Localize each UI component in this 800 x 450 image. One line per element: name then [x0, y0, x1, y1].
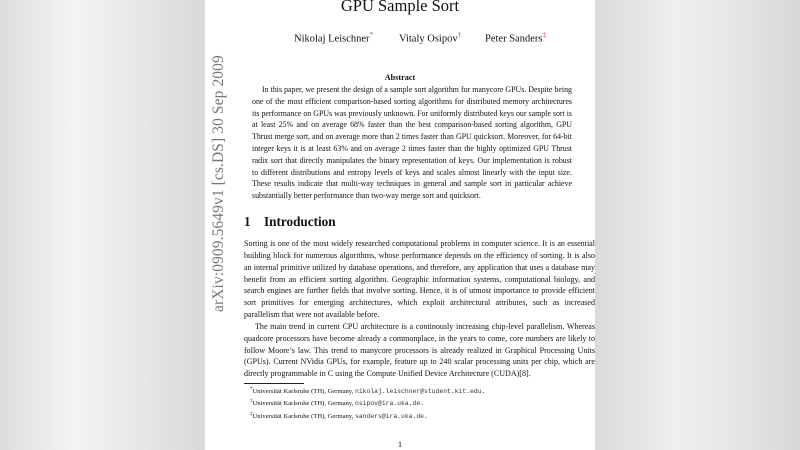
author-footnote-mark[interactable]: ‡ [542, 31, 546, 39]
footnote-rule [244, 383, 304, 384]
footnote-mark: * [250, 387, 253, 392]
footnote-email[interactable]: sanders@ira.uka.de. [354, 412, 428, 420]
author-name: Vitaly Osipov [399, 33, 458, 45]
section-number: 1 [244, 214, 251, 229]
footnote [250, 397, 590, 409]
author-name: Nikolaj Leischner [294, 33, 370, 45]
abstract-heading: Abstract [384, 73, 416, 82]
paper-title: GPU Sample Sort [340, 0, 460, 15]
footnote-affiliation: Universität Karlsruhe (TH), Germany, [252, 400, 354, 408]
section-body [244, 238, 595, 380]
footnote-mark: ‡ [250, 411, 253, 417]
body-paragraph: The main trend in current CPU architecture is a continously increasing chip-level parallelism. Whereas quadcore processors have become already a commonplace, in the years to come, core numbers are likely to follow Moore’s law. This trend to manycore processors is already realized in Graphical Processing Units (GPUs). Current NVidia GPUs, for example, feature up to 240 scalar processing units per chip, which are directly programmable in C using the Compute Unified Device Architecture (CUDA)[8]. [244, 321, 595, 379]
footnote-affiliation: Universität Karlsruhe (TH), Germany, [252, 388, 354, 396]
author-name: Peter Sanders [485, 33, 543, 45]
viewer-background-right [595, 0, 800, 450]
footnote-affiliation: Universität Karlsruhe (TH), Germany, [252, 412, 354, 420]
footnote-email[interactable]: osipov@ira.uka.de. [354, 400, 425, 408]
footnote [250, 385, 590, 397]
author [485, 28, 546, 47]
author-footnote-mark[interactable]: † [457, 31, 462, 39]
arxiv-identifier: arXiv:0909.5649v1 [cs.DS] 30 Sep 2009 [210, 55, 227, 312]
author-footnote-mark[interactable]: * [369, 31, 374, 39]
section-title: Introduction [264, 214, 336, 229]
author [294, 28, 373, 47]
page-number: 1 [397, 439, 403, 449]
footnotes [250, 385, 590, 422]
author [399, 28, 461, 47]
footnote-email[interactable]: nikolaj.leischner@student.kit.edu. [354, 388, 486, 396]
footnote [250, 410, 590, 422]
viewer-background-left [0, 0, 205, 450]
body-paragraph: Sorting is one of the most widely researched computational problems in computer science. It is an essential building block for numerous algorithms, whose performance depends on the efficiency of sorting. It is also an internal primitive utilized by database operations, and therefore, any application that uses a database may benefit from an efficient sorting algorithm. Geographic information systems, computational biology, and search engines are further fields that involve sorting. Hence, it is of utmost importance to provide efficient sort primitives for emerging architectures, which exploit architectural attributes, such as increased parallelism that were not available before. [244, 239, 595, 320]
footnote-mark: † [250, 399, 253, 405]
abstract-text: In this paper, we present the design of a sample sort algorithm for manycore GPUs. Despite being one of the most efficient comparison-based sorting algorithms for distributed memory architectures its performance on GPUs was previously unknown. For uniformly distributed keys our sample sort is at least 25% and on average 68% faster than the best comparison-based sorting algorithm, GPU Thrust merge sort, and on average more than 2 times faster than GPU quicksort. Moreover, for 64-bit integer keys it is at least 63% and on average 2 times faster than the highly optimized GPU Thrust radix sort that directly manipulates the binary representation of keys. Our implementation is robust to different distributions and entropy levels of keys and scales almost linearly with the input size. These results indicate that multi-way techniques in general and sample sort in particular achieve substantially better performance than two-way merge sort and quicksort. [252, 85, 572, 201]
section-heading [244, 214, 336, 230]
